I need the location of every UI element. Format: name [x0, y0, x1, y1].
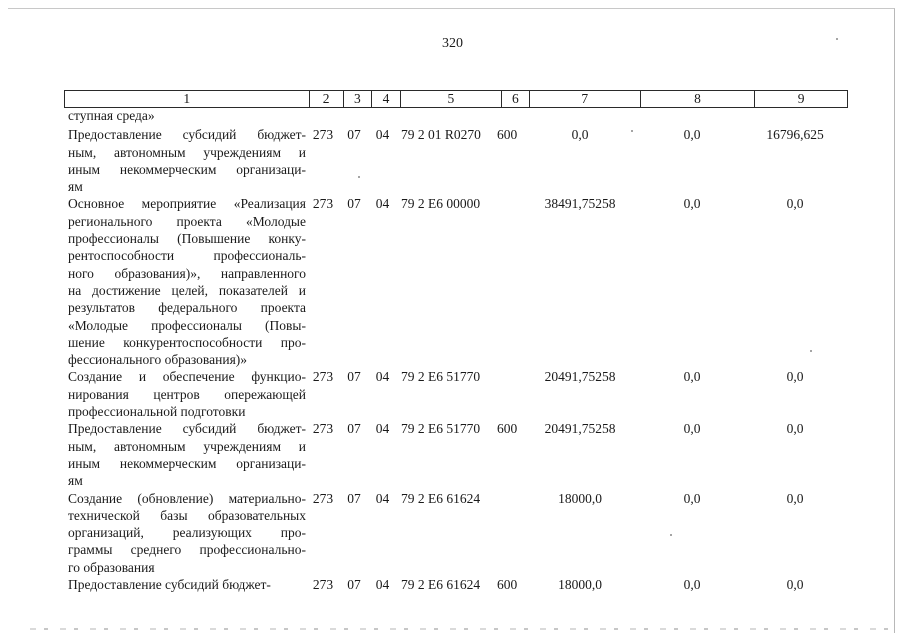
row-name-line: го образования [68, 559, 155, 575]
row-name-line: на достижение целей, показателей и [68, 282, 306, 298]
row-name-line: Предоставление субсидий бюджет- [68, 421, 306, 437]
table-row [64, 195, 848, 368]
header-col-1: 1 [65, 91, 310, 108]
cell-c7: 18000,0 [558, 490, 602, 506]
row-name-line: граммы среднего профессионально- [68, 542, 306, 558]
cell-c3: 07 [347, 127, 361, 143]
cell-c6: 600 [497, 127, 518, 143]
cell-c9: 16796,625 [766, 127, 824, 143]
row-name-line: нирования центров опережающей [68, 386, 306, 402]
cell-c2: 273 [312, 577, 334, 593]
header-col-4: 4 [371, 91, 400, 108]
header-col-8: 8 [640, 91, 755, 108]
cell-c9: 0,0 [786, 490, 804, 506]
row-name-line: ным, автономным учреждениям и [68, 438, 306, 454]
cell-c7: 20491,75258 [544, 421, 616, 437]
cell-c2: 273 [312, 369, 334, 385]
row-name-line: ным, автономным учреждениям и [68, 144, 306, 160]
header-col-7: 7 [529, 91, 640, 108]
row-name [64, 576, 306, 593]
row-name-line: иным некоммерческим организаци- [68, 455, 306, 471]
cell-c5: 79 2 E6 51770 [401, 369, 481, 385]
row-name-line: результатов федерального проекта [68, 300, 306, 316]
cell-c3: 07 [347, 577, 361, 593]
page-number: 320 [442, 36, 463, 51]
cell-c4: 04 [375, 369, 390, 385]
row-name-line: ям [68, 473, 83, 489]
cell-c4: 04 [375, 490, 390, 506]
cell-c8: 0,0 [683, 421, 701, 437]
header-col-2: 2 [309, 91, 343, 108]
cell-c4: 04 [375, 196, 390, 212]
cell-c8: 0,0 [683, 577, 701, 593]
cell-c7: 38491,75258 [544, 196, 616, 212]
cell-c9: 0,0 [786, 577, 804, 593]
budget-table-body [64, 107, 848, 593]
row-name-line: ступная среда» [68, 108, 155, 123]
cell-c3: 07 [347, 196, 361, 212]
table-row [64, 490, 848, 576]
cell-c6: 600 [497, 577, 518, 593]
scan-speck [836, 38, 838, 40]
cell-c2: 273 [312, 196, 334, 212]
table-row [64, 576, 848, 593]
cell-c7: 0,0 [571, 127, 589, 143]
cell-c6: 600 [497, 421, 518, 437]
row-name-line: «Молодые профессионалы (Повы- [68, 317, 306, 333]
scan-edge-noise [30, 628, 890, 630]
row-name-line: ного образования)», направленного [68, 265, 306, 281]
column-number-header [64, 90, 848, 108]
row-name-line: Создание и обеспечение функцио- [68, 369, 306, 385]
row-name-line: Основное мероприятие «Реализация [68, 196, 306, 212]
row-name-line: организаций, реализующих про- [68, 525, 306, 541]
cell-c5: 79 2 E6 61624 [401, 490, 481, 506]
cell-c9: 0,0 [786, 369, 804, 385]
row-name [64, 107, 306, 124]
scan-speck [631, 130, 633, 132]
row-name [64, 490, 306, 576]
header-col-5: 5 [401, 91, 502, 108]
cell-c2: 273 [312, 127, 334, 143]
row-name-line: Предоставление субсидий бюджет- [68, 127, 306, 143]
cell-c7: 18000,0 [558, 577, 602, 593]
cell-c8: 0,0 [683, 490, 701, 506]
cell-c3: 07 [347, 490, 361, 506]
cell-c5: 79 2 E6 00000 [401, 196, 481, 212]
cell-c8: 0,0 [683, 369, 701, 385]
cell-c4: 04 [375, 577, 390, 593]
header-row [65, 91, 848, 108]
row-name-line: профессиональной подготовки [68, 404, 246, 420]
cell-c5: 79 2 E6 61624 [401, 577, 481, 593]
cell-c3: 07 [347, 369, 361, 385]
row-name [64, 195, 306, 368]
row-name-line: Предоставление субсидий бюджет- [68, 577, 271, 593]
scan-speck [358, 176, 360, 178]
row-name-line: ям [68, 179, 83, 195]
cell-c2: 273 [312, 421, 334, 437]
header-col-3: 3 [343, 91, 371, 108]
cell-c5: 79 2 E6 51770 [401, 421, 481, 437]
row-name [64, 126, 306, 195]
header-col-6: 6 [501, 91, 529, 108]
cell-c9: 0,0 [786, 196, 804, 212]
cell-c4: 04 [375, 421, 390, 437]
cell-c9: 0,0 [786, 421, 804, 437]
scan-speck [670, 534, 672, 536]
cell-c7: 20491,75258 [544, 369, 616, 385]
scan-speck [810, 350, 812, 352]
row-name-line: шение конкурентоспособности про- [68, 334, 306, 350]
cell-c8: 0,0 [683, 127, 701, 143]
row-name [64, 368, 306, 420]
row-name-line: профессионалы (Повышение конку- [68, 231, 306, 247]
cell-c3: 07 [347, 421, 361, 437]
row-name-line: технической базы образовательных [68, 507, 306, 523]
table-row [64, 420, 848, 489]
table-row [64, 107, 848, 124]
header-col-9: 9 [755, 91, 848, 108]
row-name-line: регионального проекта «Молодые [68, 213, 306, 229]
row-name [64, 420, 306, 489]
table-row [64, 126, 848, 195]
cell-c5: 79 2 01 R0270 [401, 127, 481, 143]
row-name-line: Создание (обновление) материально- [68, 490, 306, 506]
row-name-line: фессионального образования)» [68, 352, 248, 368]
cell-c8: 0,0 [683, 196, 701, 212]
row-name-line: рентоспособности профессиональ- [68, 248, 306, 264]
table-row [64, 368, 848, 420]
row-name-line: иным некоммерческим организаци- [68, 161, 306, 177]
cell-c4: 04 [375, 127, 390, 143]
cell-c2: 273 [312, 490, 334, 506]
